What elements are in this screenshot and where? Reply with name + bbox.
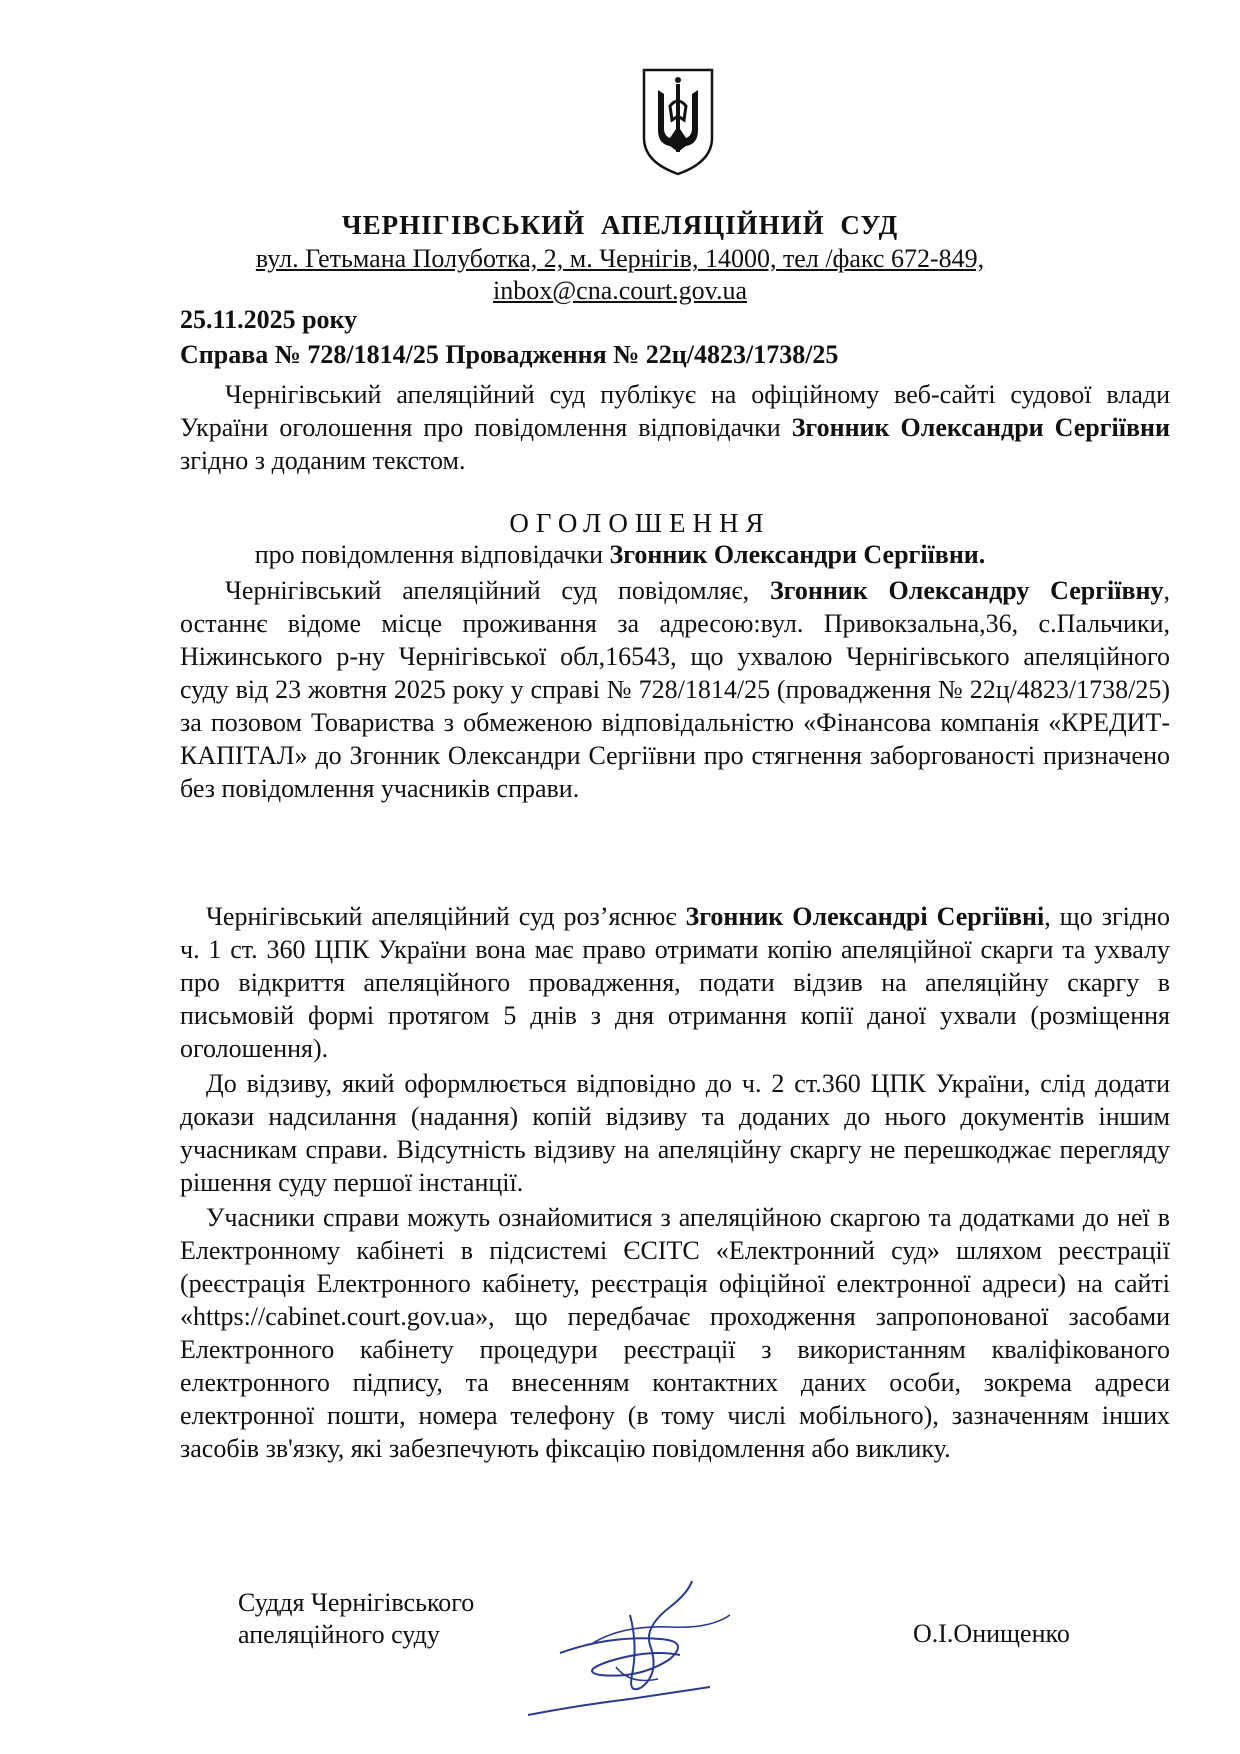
announcement-subtitle (0, 540, 1240, 570)
case-number: Справа № 728/1814/25 Провадження № 22ц/4823/1738/25 (180, 340, 839, 369)
document-date: 25.11.2025 року (180, 305, 358, 334)
rights-respondent-name: Згонник Олександрі Сергіївні (685, 902, 1045, 931)
electronic-cabinet-paragraph (180, 1201, 1170, 1465)
response-paragraph (180, 1067, 1170, 1199)
intro-text-end: згідно з доданим текстом. (180, 446, 466, 475)
notice-text-rest: , останнє відоме місце проживання за адресою:вул. Привокзальна,36, с.Пальчики, Ніжинського р-ну Чернігівської обл,16543, що ухвалою Чернігівського апеляційного суду від 23 жовтня 2025 року у справі № 728/1814/25 (провадження № 22ц/4823/1738/25) за позовом Товариства з обмеженою відповідальністю «Фінансова компанія «КРЕДИТ-КАПІТАЛ» до Згонник Олександри Сергіївни про стягнення заборгованості призначено без повідомлення учасників справи. (180, 576, 1170, 803)
court-address: вул. Гетьмана Полуботка, 2, м. Чернігів, 14000, тел /факс 672-849, (255, 244, 985, 273)
judge-title (238, 1587, 474, 1651)
rights-text: Чернігівський апеляційний суд роз’яснює (206, 902, 686, 931)
coat-of-arms-emblem (640, 66, 716, 178)
rights-paragraph (180, 900, 1170, 1065)
judge-title-line: апеляційного суду (238, 1620, 440, 1649)
intro-text: Чернігівський апеляційний суд публікує на офіційному веб-сайті судової влади України оголошення про повідомлення відповідачки (180, 380, 1170, 442)
court-name-heading: ЧЕРНІГІВСЬКИЙ АПЕЛЯЦІЙНИЙ СУД (341, 210, 899, 240)
electronic-cabinet-text: Учасники справи можуть ознайомитися з апеляційною скаргою та додатками до неї в Електронному кабінеті в підсистемі ЄСІТС «Електронний суд» шляхом реєстрації (реєстрація Електронного кабінету, реєстрація офіційної електронної адреси) на сайті «https://cabinet.court.gov.ua», що передбачає проходження запропонованої засобами Електронного кабінету процедури реєстрації з використанням кваліфікованого електронного підпису, та внесенням контактних даних особи, зокрема адреси електронної пошти, номера телефону (в тому числі мобільного), зазначенням інших засобів зв'язку, які забезпечують фіксацію повідомлення або виклику. (180, 1203, 1170, 1463)
notice-text: Чернігівський апеляційний суд повідомляє, (225, 576, 770, 605)
court-email: inbox@cna.court.gov.ua (492, 276, 748, 305)
intro-paragraph (180, 378, 1170, 477)
response-text: До відзиву, який оформлюється відповідно до ч. 2 ст.360 ЦПК України, слід додати докази надсилання (надання) копій відзиву та доданих до нього документів іншим учасникам справи. Відсутність відзиву на апеляційну скаргу не перешкоджає перегляду рішення суду першої інстанції. (180, 1069, 1170, 1197)
announcement-subtitle-name: Згонник Олександри Сергіївни. (609, 540, 986, 569)
notice-paragraph (180, 574, 1170, 805)
announcement-heading: ОГОЛОШЕННЯ (509, 508, 771, 538)
respondent-name: Згонник Олександри Сергіївни (791, 413, 1170, 442)
notice-respondent-name: Згонник Олександру Сергіївну (769, 576, 1164, 605)
judge-name: О.І.Онищенко (913, 1619, 1070, 1648)
judge-title-line: Суддя Чернігівського (238, 1588, 475, 1617)
rights-text-rest: , що згідно ч. 1 ст. 360 ЦПК України вона має право отримати копію апеляційної скарги та ухвалу про відкриття апеляційного провадження, подати відзив на апеляційну скаргу в письмовій формі протягом 5 днів з дня отримання копії даної ухвали (розміщення оголошення). (180, 902, 1170, 1063)
announcement-subtitle-text: про повідомлення відповідачки (254, 540, 610, 569)
handwritten-signature (520, 1575, 750, 1725)
